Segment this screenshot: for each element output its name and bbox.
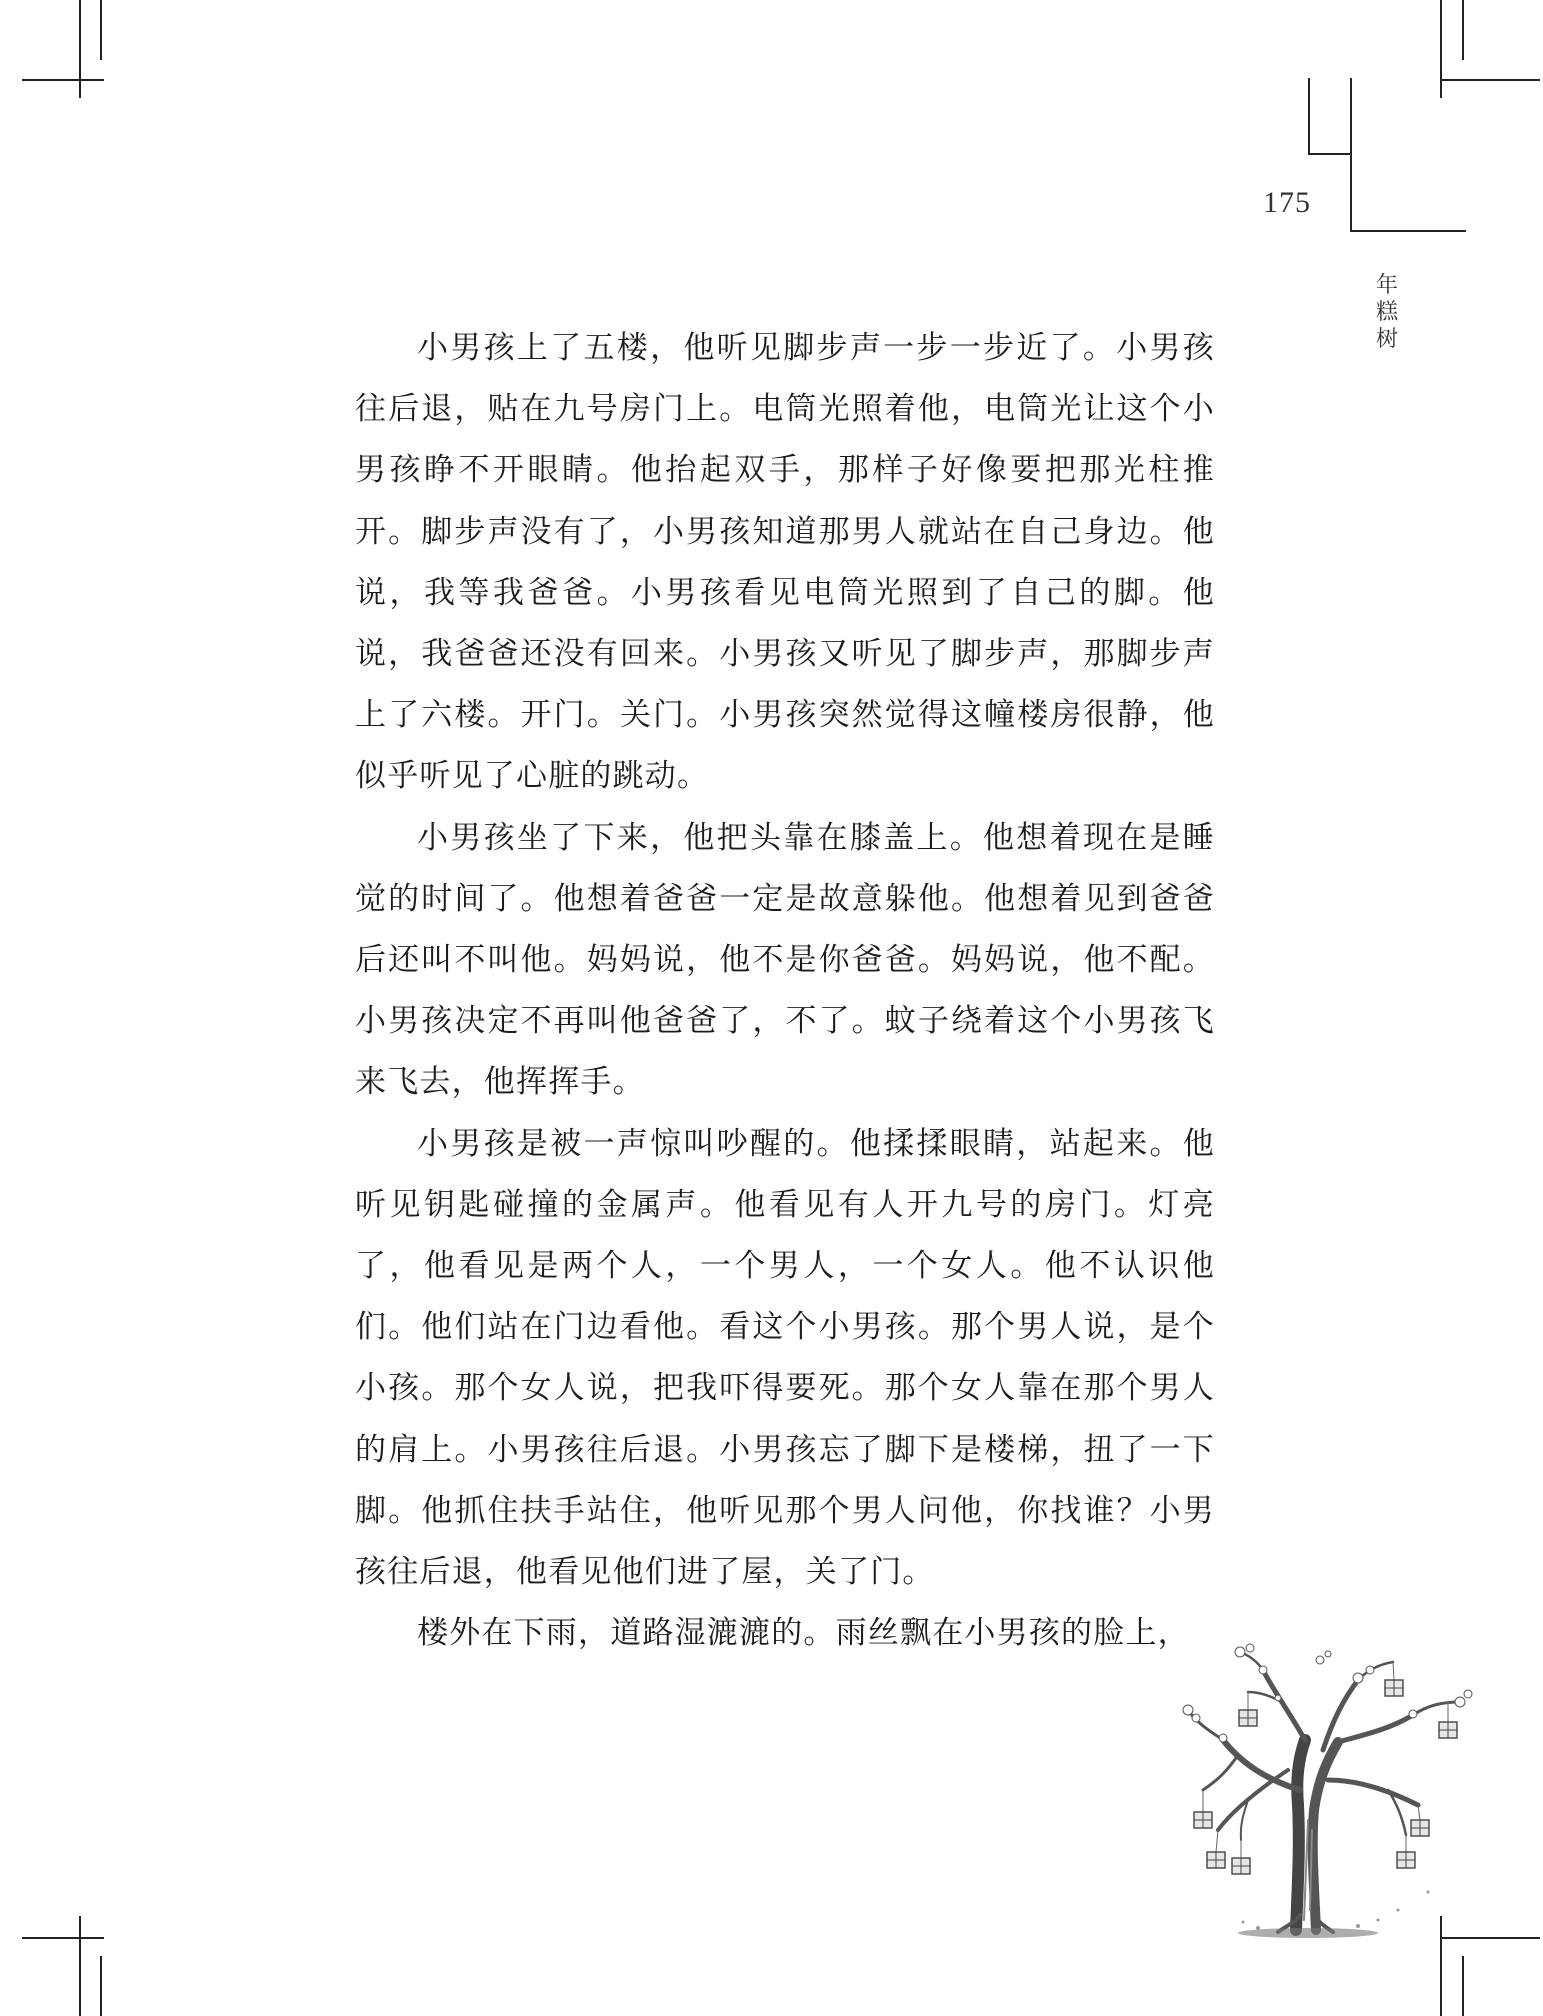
crop-mark-top-right-v [1440,0,1442,98]
paragraph-3: 小男孩是被一声惊叫吵醒的。他揉揉眼睛，站起来。他听见钥匙碰撞的金属声。他看见有人开九号的房门。灯亮了，他看见是两个人，一个男人，一个女人。他不认识他们。他们站在门边看他。看这个小男孩。那个男人说，是个小孩。那个女人说，把我吓得要死。那个女人靠在那个男人的肩上。小男孩往后退。小男孩忘了脚下是楼梯，扭了一下脚。他抓住扶手站住，他听见那个男人问他，你找谁？小男孩往后退，他看见他们进了屋，关了门。 [355,1125,1215,1591]
crop-mark-bottom-left-h [22,1937,104,1939]
crop-mark-bottom-right-v2 [1462,1956,1464,2016]
body-text [355,318,1215,1664]
running-title: 年 糕 树 [1375,273,1398,352]
paragraph-1: 小男孩上了五楼，他听见脚步声一步一步近了。小男孩往后退，贴在九号房门上。电筒光照着他，电筒光让这个小男孩睁不开眼睛。他抬起双手，那样子好像要把那光柱推开。脚步声没有了，小男孩知道那男人就站在自己身边。他说，我等我爸爸。小男孩看见电筒光照到了自己的脚。他说，我爸爸还没有回来。小男孩又听见了脚步声，那脚步声上了六楼。开门。关门。小男孩突然觉得这幢楼房很静，他似乎听见了心脏的跳动。 [355,330,1215,795]
header-rule-left [1308,78,1310,155]
header-rule-top [1308,153,1350,155]
crop-mark-top-right-v2 [1462,0,1464,60]
crop-mark-top-right-h [1440,79,1540,81]
tree-with-hanging-gifts-icon [1148,1630,1498,1940]
page-number: 175 [1263,186,1311,219]
crop-mark-top-left-v [79,0,81,98]
crop-mark-top-left-h [22,79,104,81]
crop-mark-bottom-left-v [79,1916,81,2016]
crop-mark-top-left-v2 [100,0,102,60]
header-rule-right [1350,78,1352,232]
header-rule-bottom [1350,230,1466,232]
paragraph-4: 楼外在下雨，道路湿漉漉的。雨丝飘在小男孩的脸上， [417,1615,1190,1652]
paragraph-2: 小男孩坐了下来，他把头靠在膝盖上。他想着现在是睡觉的时间了。他想着爸爸一定是故意躲他。他想着见到爸爸后还叫不叫他。妈妈说，他不是你爸爸。妈妈说，他不配。小男孩决定不再叫他爸爸了，不了。蚊子绕着这个小男孩飞来飞去，他挥挥手。 [355,819,1215,1101]
crop-mark-bottom-left-v2 [100,1956,102,2016]
